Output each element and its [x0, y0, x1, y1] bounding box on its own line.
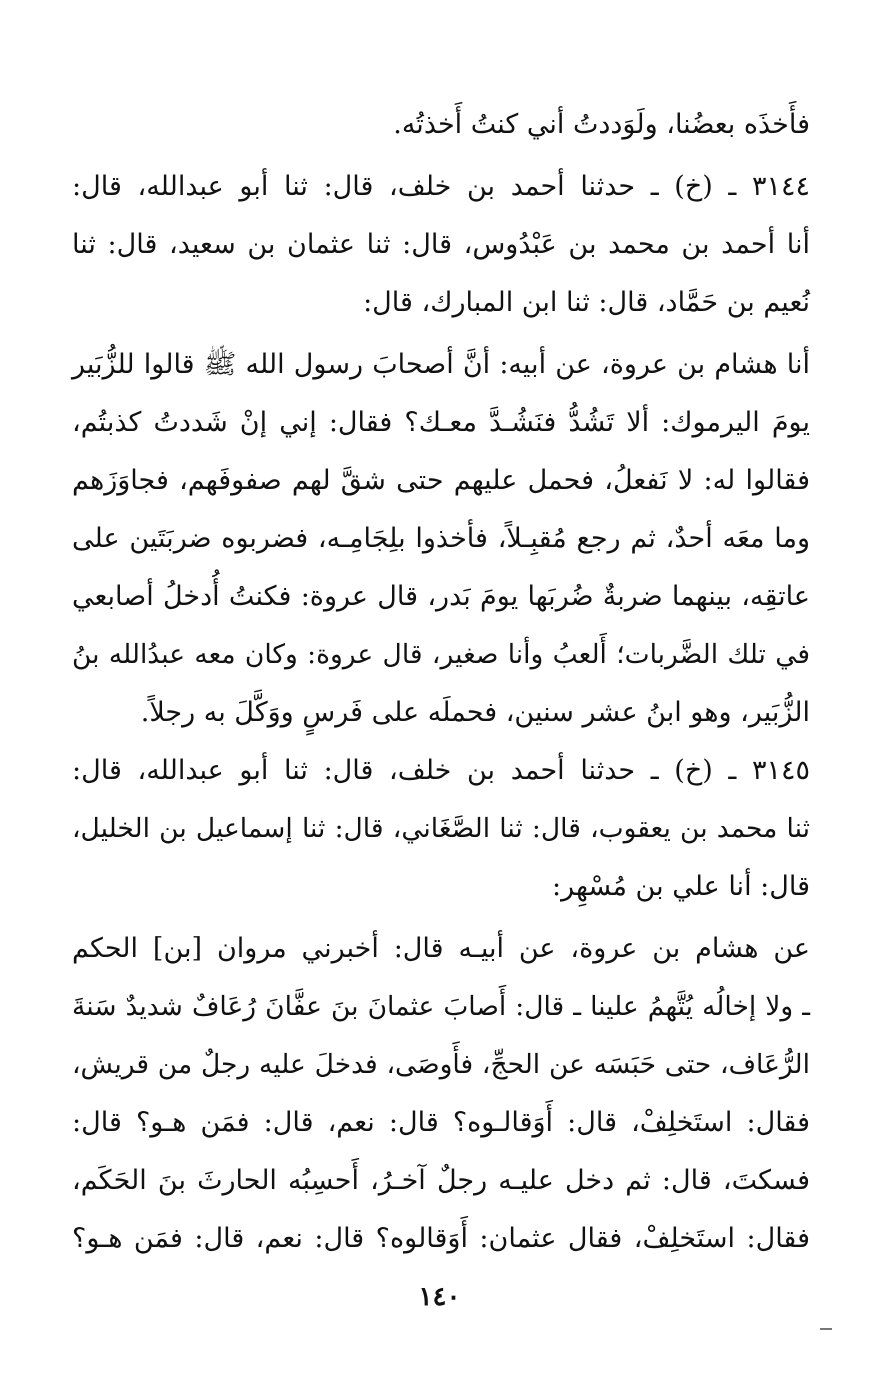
text-line: عن هشام بن عروة، عن أبيـه قال: أخبرني مروان [بن] الحكم [72, 933, 810, 964]
text-line: الرُّعَاف، حتى حَبَسَه عن الحجِّ، فأَوصَى، فدخلَ عليه رجلٌ من قريش، [72, 1049, 810, 1080]
document-page [72, 96, 810, 1268]
hadith-3145-header-line: ٣١٤٥ ـ (خ) ـ حدثنا أحمد بن خلف، قال: ثنا أبو عبدالله، قال: [72, 755, 810, 786]
hadith-3144-header-line: ٣١٤٤ ـ (خ) ـ حدثنا أحمد بن خلف، قال: ثنا أبو عبدالله، قال: [72, 171, 810, 202]
text-line: فقال: استَخلِفْ، قال: أَوَقالـوه؟ قال: نعم، قال: فمَن هـو؟ قال: [72, 1107, 810, 1138]
text-line: فقالوا له: لا نَفعلُ، فحمل عليهم حتى شقَّ لهم صفوفَهم، فجاوَزَهم [72, 465, 810, 496]
text-line: الزُّبَير، وهو ابنُ عشر سنين، فحملَه على فَرسٍ ووَكَّلَ به رجلاً. [140, 697, 810, 728]
page-number: ١٤٠ [418, 1282, 461, 1312]
text-line: فأَخذَه بعضُنا، ولَوَددتُ أني كنتُ أَخذتُه. [393, 109, 810, 140]
text-line: ثنا محمد بن يعقوب، قال: ثنا الصَّغَاني، قال: ثنا إسماعيل بن الخليل، [72, 813, 810, 844]
text-line: وما معَه أحدٌ، ثم رجع مُقبِـلاً، فأخذوا بلِجَامِـه، فضربوه ضربَتَين على [72, 523, 810, 554]
text-line: قال: أنا علي بن مُسْهِر: [551, 871, 810, 902]
text-line: فقال: استَخلِفْ، فقال عثمان: أَوَقالوه؟ قال: نعم، قال: فمَن هـو؟ [72, 1223, 810, 1254]
corner-mark [820, 1328, 832, 1330]
text-line: في تلك الضَّربات؛ أَلعبُ وأنا صغير، قال عروة: وكان معه عبدُالله بنُ [72, 639, 811, 670]
text-line: يومَ اليرموك: ألا تَشُدُّ فنَشُـدَّ معـك؟ فقال: إني إنْ شَددتُ كذبتُم، [72, 407, 810, 438]
text-line: عاتقِه، بينهما ضربةٌ ضُربَها يومَ بَدر، قال عروة: فكنتُ أُدخلُ أصابعي [72, 581, 810, 612]
text-line: ـ ولا إخالُه يُتَّهمُ علينا ـ قال: أَصابَ عثمانَ بنَ عفَّانَ رُعَافٌ شديدٌ سَنةَ [72, 991, 810, 1022]
text-line: أنا هشام بن عروة، عن أبيه: أنَّ أصحابَ رسول الله ﷺ قالوا للزُّبَير [72, 349, 810, 380]
text-line: فسكتَ، قال: ثم دخل عليـه رجلٌ آخـرُ، أَحسِبُه الحارثَ بنَ الحَكَم، [72, 1165, 810, 1196]
text-line: أنا أحمد بن محمد بن عَبْدُوس، قال: ثنا عثمان بن سعيد، قال: ثنا [72, 229, 810, 260]
text-line: نُعيم بن حَمَّاد، قال: ثنا ابن المبارك، قال: [363, 287, 810, 318]
